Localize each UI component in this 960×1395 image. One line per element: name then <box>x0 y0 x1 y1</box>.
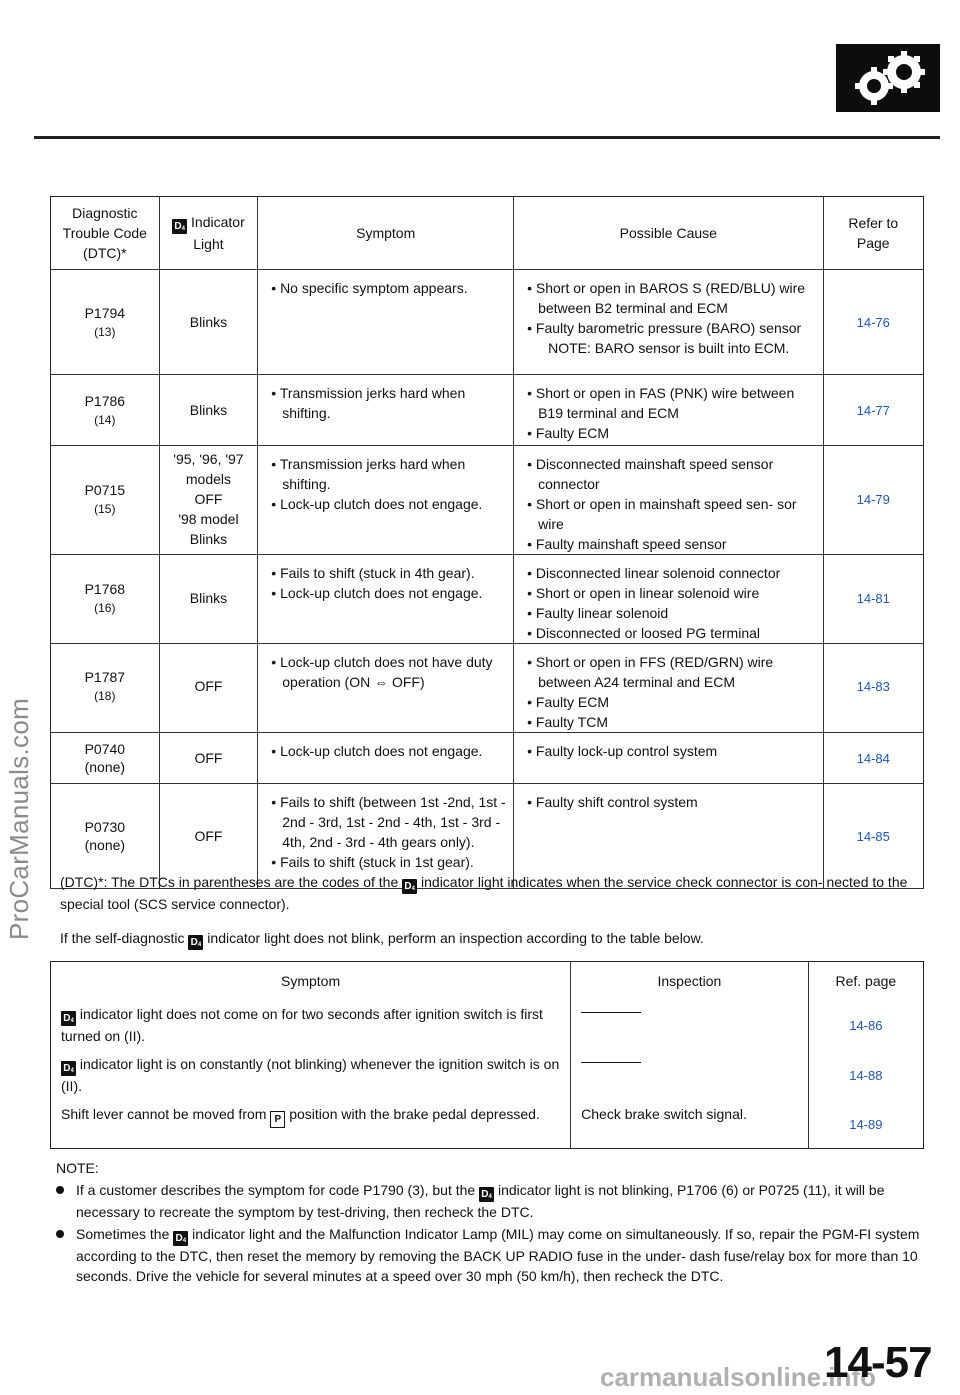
symptom-item: • Lock-up clutch does not have duty operation (ON ⇔ OFF) <box>268 652 507 692</box>
ref-page-link[interactable]: 14-84 <box>856 750 890 766</box>
d4-indicator-icon: $D_4$ <box>61 1011 76 1026</box>
indicator-state: Blinks <box>189 531 228 547</box>
header-possible-cause: Possible Cause <box>514 197 823 270</box>
table-row <box>51 1000 924 1050</box>
table-row <box>51 375 924 446</box>
cause-item: • Short or open in mainshaft speed sen- sor wire <box>524 494 816 534</box>
note-item: Sometimes the $D_4$ indicator light and the Malfunction Indicator Lamp (MIL) may come on simultaneously. If so, repair the PGM-FI system according to the DTC, then reset the memory by removing the BACK UP RADIO fuse in the under- dash fuse/relay box for more than 10 seconds. Drive the vehicle for several minutes at a speed over 30 mph (50 km/h), then recheck the DTC. <box>56 1224 926 1286</box>
ref-page-link[interactable]: 14-83 <box>856 678 890 694</box>
symptom-item: • Lock-up clutch does not engage. <box>268 583 507 603</box>
inspection-symptom: $D_4$ indicator light is on constantly (not blinking) whenever the ignition switch is on (II). <box>61 1056 560 1094</box>
d4-indicator-icon: $D_4$ <box>61 1061 76 1076</box>
symptom-item: • Lock-up clutch does not engage. <box>268 741 507 761</box>
indicator-state: '95, '96, '97 <box>173 451 244 467</box>
blink-code: (14) <box>94 413 116 427</box>
park-position-icon: P <box>270 1111 285 1128</box>
dtc-footnote: (DTC)*: The DTCs in parentheses are the codes of the $D_4$ indicator light indicates when the service check connector is con- nected to the special tool (SCS service connector). <box>60 874 908 912</box>
cause-item: • Faulty lock-up control system <box>524 741 816 761</box>
cause-item: • Disconnected or loosed PG terminal <box>524 623 816 643</box>
table-row <box>51 446 924 555</box>
indicator-state: OFF <box>194 750 223 766</box>
footer-watermark: carmanualsonline.info <box>600 1362 876 1392</box>
blink-code: (16) <box>94 601 116 615</box>
ref-page-link[interactable]: 14-89 <box>849 1116 883 1132</box>
page-number: 14-57 <box>824 1338 932 1387</box>
dtc-code: P1794 <box>84 305 126 321</box>
cause-item: • Short or open in BAROS S (RED/BLU) wire between B2 terminal and ECM <box>524 278 816 318</box>
header-inspection: Inspection <box>571 962 809 1001</box>
header-dtc: Diagnostic Trouble Code (DTC)* <box>51 197 160 270</box>
note-title: NOTE: <box>56 1160 99 1176</box>
symptom-item: • Transmission jerks hard when shifting. <box>268 383 507 423</box>
notes-section <box>56 1158 926 1286</box>
gears-icon <box>836 44 940 112</box>
blink-code: (none) <box>84 837 126 853</box>
cause-item: • Faulty TCM <box>524 712 816 732</box>
symptom-item: • Fails to shift (between 1st -2nd, 1st - 2nd - 3rd, 1st - 2nd - 4th, 1st - 3rd - 4th, 2nd - 3rd - 4th gears only). <box>268 792 507 852</box>
indicator-state: models <box>185 471 232 487</box>
inspection-header-row <box>51 962 924 1001</box>
indicator-state: OFF <box>194 828 223 844</box>
cause-item: • Short or open in FAS (PNK) wire between B19 terminal and ECM <box>524 383 816 423</box>
cause-item: • Faulty mainshaft speed sensor <box>524 534 816 554</box>
header-refer-page: Refer to Page <box>848 215 899 251</box>
cause-item: • Short or open in FFS (RED/GRN) wire between A24 terminal and ECM <box>524 652 816 692</box>
blink-code: (15) <box>94 502 116 516</box>
self-diagnostic-instruction: If the self-diagnostic $D_4$ indicator light does not blink, perform an inspection according to the table below. <box>60 930 704 948</box>
d4-indicator-icon: $D_4$ <box>402 879 417 894</box>
header-symptom: Symptom <box>51 962 571 1001</box>
symptom-item: • Fails to shift (stuck in 1st gear). <box>268 852 507 872</box>
header-ref-page: Ref. page <box>835 973 897 989</box>
indicator-state: Blinks <box>189 314 228 330</box>
cause-item: • Short or open in linear solenoid wire <box>524 583 816 603</box>
d4-indicator-icon: $D_4$ <box>188 935 203 950</box>
indicator-state: Blinks <box>189 402 228 418</box>
indicator-state: Blinks <box>189 590 228 606</box>
note-item: If a customer describes the symptom for code P1790 (3), but the $D_4$ indicator light is not blinking, P1706 (6) or P0725 (11), it will be necessary to recreate the symptom by test-driving, then recheck the DTC. <box>56 1180 926 1222</box>
header-symptom: Symptom <box>258 197 514 270</box>
table-row <box>51 644 924 733</box>
dtc-code: P1768 <box>84 581 126 597</box>
cause-item: • Faulty ECM <box>524 423 816 443</box>
cause-note: NOTE: BARO sensor is built into ECM. <box>548 340 790 356</box>
dtc-code: P1787 <box>84 669 126 685</box>
ref-page-link[interactable]: 14-86 <box>849 1018 883 1033</box>
inspection-symptom: Shift lever cannot be moved from P position with the brake pedal depressed. <box>51 1100 570 1132</box>
d4-indicator-icon: $D_4$ <box>172 219 187 234</box>
ref-page-link[interactable]: 14-76 <box>856 314 890 330</box>
blink-code: (none) <box>84 759 126 775</box>
ref-page-link[interactable]: 14-81 <box>856 590 890 606</box>
table-row <box>51 270 924 375</box>
ref-page-link[interactable]: 14-88 <box>849 1068 883 1083</box>
symptom-item: • Transmission jerks hard when shifting. <box>268 454 507 494</box>
indicator-state: OFF <box>194 491 223 507</box>
table-row <box>51 1050 924 1100</box>
dtc-code: P1786 <box>84 393 126 409</box>
indicator-state: '98 model <box>178 511 239 527</box>
inspection-action: Check brake switch signal. <box>581 1106 747 1122</box>
dtc-code: P0715 <box>84 482 126 498</box>
header-rule <box>34 136 940 139</box>
symptom-item: • Lock-up clutch does not engage. <box>268 494 507 514</box>
indicator-state: OFF <box>194 678 223 694</box>
blink-code: (18) <box>94 689 116 703</box>
cause-item: • Disconnected mainshaft speed sensor connector <box>524 454 816 494</box>
cause-item: • Faulty ECM <box>524 692 816 712</box>
inspection-symptom: $D_4$ indicator light does not come on for two seconds after ignition switch is first turned on (II). <box>61 1006 543 1044</box>
cause-item: • Faulty barometric pressure (BARO) sensor <box>524 318 816 338</box>
no-inspection-dash <box>581 1062 641 1063</box>
d4-indicator-icon: $D_4$ <box>173 1231 188 1246</box>
side-watermark: ProCarManuals.com <box>4 697 34 940</box>
header-indicator-light: $D_4$ Indicator Light <box>159 197 258 270</box>
cause-item: • Faulty shift control system <box>524 792 816 812</box>
dtc-code: P0730 <box>84 819 126 835</box>
ref-page-link[interactable]: 14-79 <box>856 491 890 507</box>
ref-page-link[interactable]: 14-85 <box>856 828 890 844</box>
dtc-table <box>50 196 924 889</box>
table-row <box>51 555 924 644</box>
blink-code: (13) <box>94 325 116 339</box>
inspection-table <box>50 961 924 1149</box>
dtc-header-row <box>51 197 924 270</box>
cause-item: • Disconnected linear solenoid connector <box>524 563 816 583</box>
table-row <box>51 733 924 784</box>
ref-page-link[interactable]: 14-77 <box>856 402 890 418</box>
no-inspection-dash <box>581 1012 641 1013</box>
d4-indicator-icon: $D_4$ <box>479 1187 494 1202</box>
dtc-code: P0740 <box>84 741 126 757</box>
table-row <box>51 1100 924 1148</box>
cause-item: • Faulty linear solenoid <box>524 603 816 623</box>
symptom-item: • Fails to shift (stuck in 4th gear). <box>268 563 507 583</box>
symptom-item: • No specific symptom appears. <box>268 278 507 298</box>
